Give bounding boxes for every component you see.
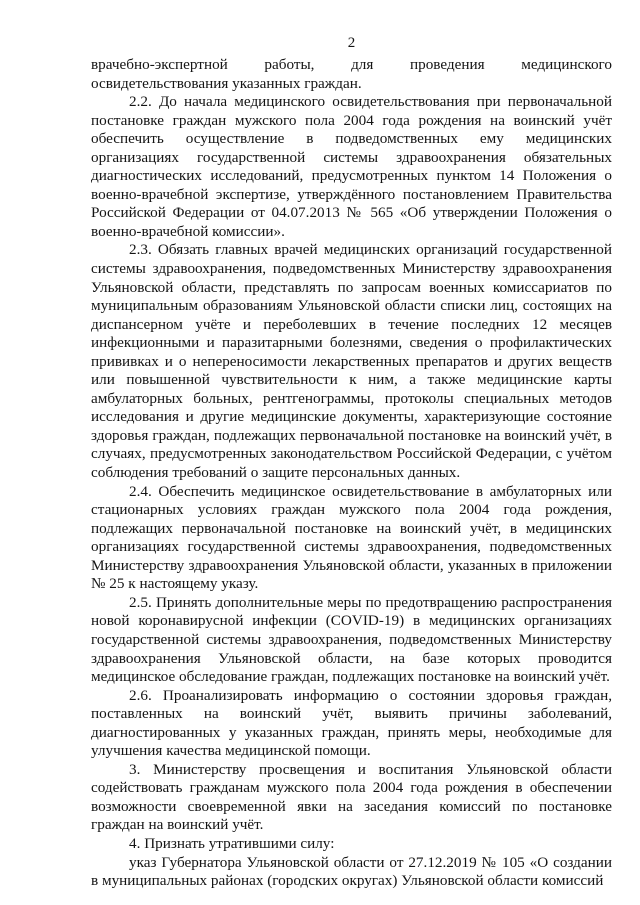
paragraph: 2.3. Обязать главных врачей медицинских организаций государственной системы здравоохранения, подведомственных Министерству здравоохранения Ульяновской области, представлять по запросам военных комиссариатов по муниципальным образованиям Ульяновской области списки лиц, состоящих на диспансерном учёте и переболевших в течение последних 12 месяцев инфекционными и паразитарными болезнями, сведения о профилактических прививках и о непереносимости лекарственных препаратов и других веществ или повышенной чувствительности к ним, а также медицинские карты амбулаторных больных, рентгенограммы, протоколы специальных методов исследования и другие медицинские документы, характеризующие состояние здоровья граждан, подлежащих первоначальной постановке на воинский учёт, в случаях, предусмотренных законодательством Российской Федерации, с учётом соблюдения требований о защите персональных данных. — [91, 241, 612, 482]
paragraph: 4. Признать утратившими силу: — [129, 834, 335, 852]
paragraph: врачебно-экспертной работы, для проведения медицинского освидетельствования указанных граждан. — [91, 56, 612, 92]
paragraph: указ Губернатора Ульяновской области от 27.12.2019 № 105 «О создании в муниципальных районах (городских округах) Ульяновской области комиссий — [91, 853, 612, 890]
paragraph: 2.2. До начала медицинского освидетельствования при первоначальной постановке граждан мужского пола 2004 года рождения на воинский учёт обеспечить осуществление в подведомственных ему медицинских организациях государственной системы здравоохранения обязательных диагностических исследований, предусмотренных пунктом 14 Положения о военно-врачебной экспертизе, утверждённого постановлением Правительства Российской Федерации от 04.07.2013 № 565 «Об утверждении Положения о военно-врачебной комиссии». — [91, 93, 612, 240]
page-number: 2 — [347, 35, 356, 51]
paragraph: 2.4. Обеспечить медицинское освидетельствование в амбулаторных или стационарных условиях граждан мужского пола 2004 года рождения, подлежащих первоначальной постановке на воинский учёт, в медицинских организациях государственной системы здравоохранения, подведомственных Министерству здравоохранения Ульяновской области, указанных в приложении № 25 к настоящему указу. — [91, 482, 612, 593]
paragraph: 2.6. Проанализировать информацию о состоянии здоровья граждан, поставленных на воинский учёт, выявить причины заболеваний, диагностированных у указанных граждан, принять меры, необходимые для улучшения качества медицинской помощи. — [91, 686, 612, 760]
paragraph: 2.5. Принять дополнительные меры по предотвращению распространения новой коронавирусной инфекции (COVID-19) в медицинских организациях государственной системы здравоохранения, подведомственных Министерству здравоохранения Ульяновской области, на базе которых проводится медицинское обследование граждан, подлежащих постановке на воинский учёт. — [91, 593, 612, 686]
document-body — [91, 56, 612, 891]
paragraph: 3. Министерству просвещения и воспитания Ульяновской области содействовать гражданам мужского пола 2004 года рождения в обеспечении возможности своевременной явки на заседания комиссий по постановке граждан на воинский учёт. — [91, 760, 612, 834]
